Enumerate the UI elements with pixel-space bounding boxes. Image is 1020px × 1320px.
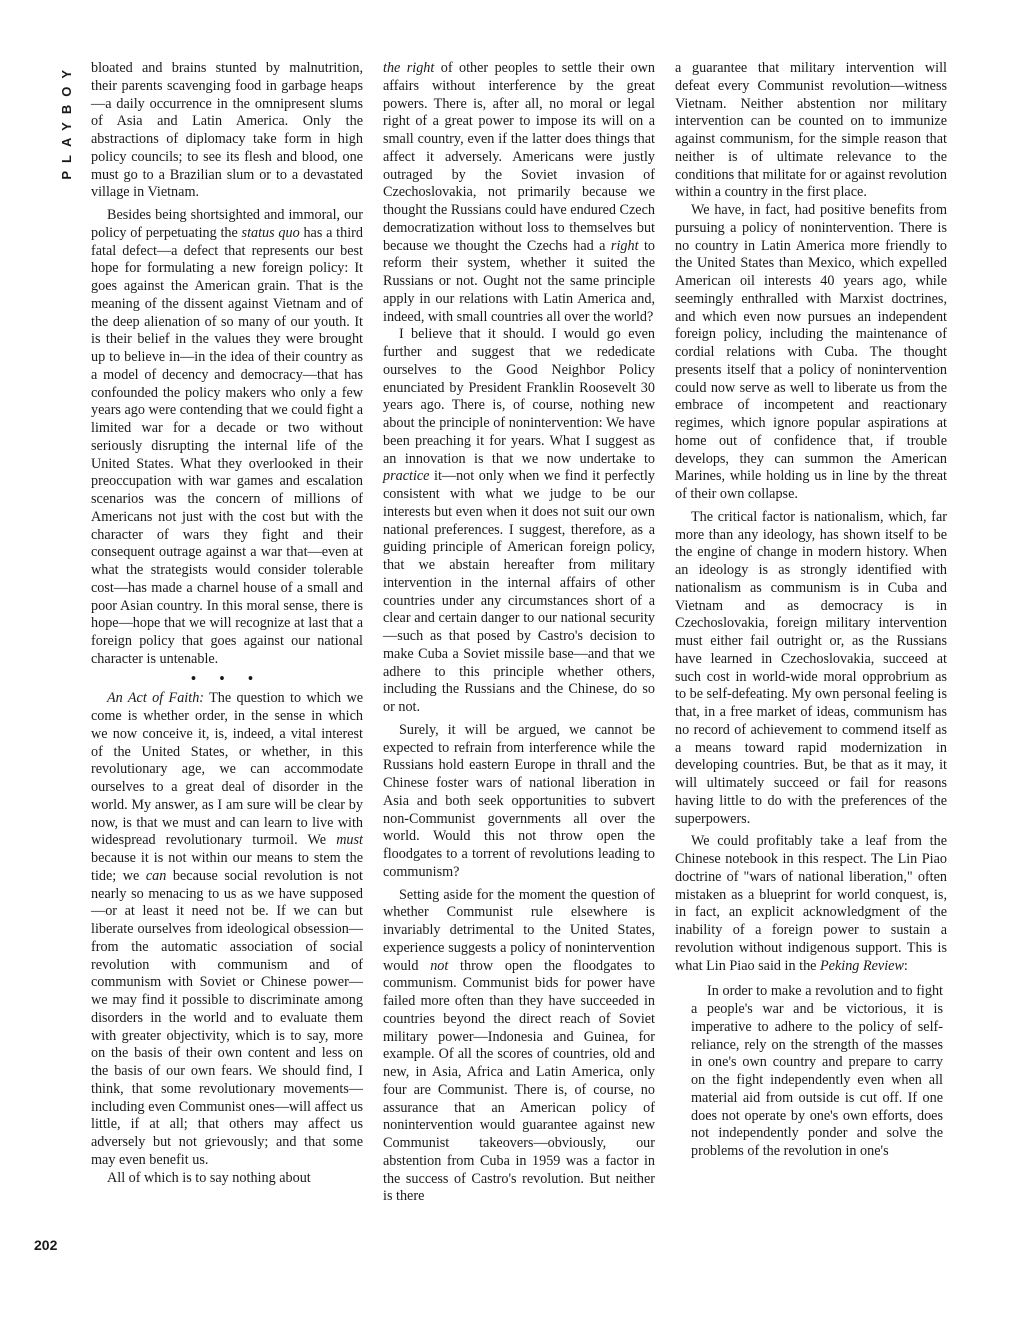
paragraph: [91, 60, 363, 202]
paragraph: [383, 722, 655, 882]
emphasis: practice: [383, 468, 430, 485]
emphasis: can: [145, 867, 167, 884]
text: to reform their system, whether it suited the Russians or not. Ought not the same principle apply in our relations with Latin America and, indeed, with small countries all over the world?: [383, 237, 655, 325]
text: of other peoples to settle their own affairs without interference by the great powers. There is, after all, no moral or legal right of a great power to impose its will on a small country, even if the latter does things that affect it adversely. Americans were justly outraged by the Soviet invasion of Czechoslovakia, not primarily because we thought the Russians could have endured Czech democratization without loss to themselves but because we thought the Czechs had a: [383, 60, 655, 254]
column-1: [91, 60, 363, 1187]
paragraph: [383, 60, 655, 326]
emphasis: right: [610, 237, 639, 254]
paragraph: [675, 60, 947, 202]
text: because it is not within our means to stem the tide; we: [91, 850, 363, 884]
text: Surely, it will be argued, we cannot be expected to refrain from interference while the Russians hold eastern Europe in thrall and the Chinese foster wars of national liberation in Asia and both seek opportunities to subvert non-Communist governments all over the world. Would this not throw open the floodgates to a torrent of revolutions leading to communism?: [383, 721, 655, 880]
brand-text: PLAYBOY: [59, 62, 74, 180]
emphasis: Peking Review: [820, 957, 904, 974]
paragraph: [383, 326, 655, 717]
section-break: • • •: [191, 670, 263, 687]
column-2: [383, 60, 655, 1206]
text: it—not only when we find it perfectly consistent with what we judge to be our interests but even when it does not suit our own national preferences. I suggest, therefore, as a guiding principle of American foreign policy, that we abstain hereafter from military intervention in the internal affairs of other countries under any circumstances short of a clear and certain danger to our national security—such as that posed by Castro's decision to make Cuba a Soviet missile base—and that we adhere to this principle whether others, including the Russians and the Chinese, do so or not.: [383, 468, 655, 715]
text: Setting aside for the moment the question of whether Communist rule elsewhere is invariably detrimental to the United States, experience suggests a policy of nonintervention would: [383, 886, 655, 974]
paragraph: [675, 202, 947, 504]
paragraph: [383, 887, 655, 1207]
paragraph: [91, 1170, 363, 1188]
text: The critical factor is nationalism, which, far more than any ideology, has shown itself to be the engine of change in modern history. When an ideology is as strongly identified with nationalism as communism is in Cuba and Vietnam and as democracy is in Czechoslovakia, foreign military intervention must either fail outright or, as the Russians have learned in Czechoslovakia, succeed at such cost in world-wide moral opprobrium as to be self-defeating. My own personal feeling is that, in a free market of ideas, communism has no record of achievement to commend itself as a means toward rapid modernization in developing countries. But, be that as it may, it will ultimately succeed or fail for reasons having little to do with the preferences of the superpowers.: [675, 508, 947, 827]
section-heading: An Act of Faith:: [107, 690, 205, 707]
text: All of which is to say nothing about: [107, 1169, 311, 1186]
magazine-brand: [56, 62, 76, 180]
block-quote: [675, 983, 947, 1161]
emphasis: not: [430, 957, 449, 974]
text: because social revolution is not nearly so menacing to us as we have supposed—or at least it need not be. If we can but liberate ourselves from ideological obsession—from the automatic association of social revolution with communism and of communism with Soviet or Chinese power—we may find it possible to discriminate among disorders in the world and to evaluate them with greater objectivity, which is to say, more on the basis of their own content and less on the basis of our own fears. We should find, I think, that some revolutionary movements—including even Communist ones—will affect us little, if at all; that others may affect us adversely but not grievously; and that some may even benefit us.: [91, 867, 363, 1168]
text: bloated and brains stunted by malnutrition, their parents scavenging food in garbage heaps—a daily occurrence in the omnipresent slums of Asia and Latin America. Only the abstractions of diplomacy take form in high policy councils; to see its flesh and blood, one must go to a Brazilian slum or to a devastated village in Vietnam.: [91, 60, 363, 201]
page-number: 202: [34, 1237, 58, 1253]
text: a guarantee that military intervention will defeat every Communist revolution—witness Vietnam. Neither abstention nor military intervention can be counted on to immunize against communism, for the simple reason that neither is of ultimate relevance to the conditions that militate for or against revolution within a country in the first place.: [675, 60, 947, 201]
paragraph: [91, 207, 363, 669]
text: The question to which we come is whether order, in the sense in which we now conceive it, is, indeed, a vital interest of the United States, or whether, in this revolutionary age, we can accommodate ourselves to a great deal of disorder in the world. My answer, as I am sure will be clear by now, is that we must and can learn to live with widespread revolutionary turmoil. We: [91, 690, 363, 849]
text: throw open the floodgates to communism. Communist bids for power have failed more often than they have succeeded in countries beyond the direct reach of Soviet military power—Indonesia and Guinea, for example. Of all the scores of countries, old and new, in Asia, Africa and Latin America, only four are Communist. There is, of course, no assurance that an American policy of nonintervention would guarantee against new Communist takeovers—obviously, our abstention from Cuba in 1959 was a factor in the success of Castro's revolution. But neither is there: [383, 957, 656, 1205]
text: :: [903, 957, 908, 974]
emphasis: must: [336, 832, 363, 849]
text: Besides being shortsighted and immoral, our policy of perpetuating the: [91, 207, 363, 241]
text: We have, in fact, had positive benefits from pursuing a policy of nonintervention. There is no country in Latin America more friendly to the United States than Mexico, which expelled American oil interests 40 years ago, while seemingly enthralled with Marxist doctrines, and which even now pursues an independent foreign policy, including the maintenance of cordial relations with Cuba. The thought presents itself that a policy of nonintervention could now serve as well to liberate us from the embrace of incompetent and reactionary regimes, which ignore popular aspirations at home out of confidence that, if trouble develops, they can summon the American Marines, while holding us in line by the threat of their own collapse.: [675, 202, 947, 502]
emphasis: the right: [383, 60, 435, 76]
paragraph: [91, 690, 363, 1169]
text: We could profitably take a leaf from the Chinese notebook in this respect. The Lin Piao doctrine of "wars of national liberation," often mistaken as a blueprint for world conquest, is, in fact, an explicit acknowledgment of the inability of a foreign power to sustain a revolution without indigenous support. This is what Lin Piao said in the: [675, 833, 947, 974]
paragraph: [675, 833, 947, 975]
column-3: [675, 60, 947, 1161]
paragraph: [675, 509, 947, 829]
text: I believe that it should. I would go even further and suggest that we rededicate ourselves to the Good Neighbor Policy enunciated by President Franklin Roosevelt 30 years ago. There is, of course, nothing new about the principle of nonintervention: We have been preaching it for years. What I suggest as an innovation is that we now undertake to: [383, 326, 655, 467]
emphasis: status quo: [241, 224, 300, 241]
text: has a third fatal defect—a defect that represents our best hope for formulating a new foreign policy: It goes against the American grain. That is the meaning of the dissent against Vietnam and of the deep alienation of so many of our youth. It is their belief in the values they were brought up to believe in—in the idea of their country as a model of decency and democracy—that has confounded the policy makers who only a few years ago were contending that we could fight a limited war for a decade or two without seriously disrupting the internal life of the United States. What they overlooked in their preoccupation with war games and escalation scenarios was the concern of millions of Americans not just with the cost but with the character of wars they fight and their consequent outrage against a war that—even at what the strategists would consider tolerable cost—has made a charnel house of a small and poor Asian country. In this moral sense, there is hope—hope that we will recognize at last that a foreign policy that goes against our national character is untenable.: [91, 224, 363, 667]
quote-text: In order to make a revolution and to fight a people's war and be victorious, it is imperative to adhere to the policy of self-reliance, rely on the strength of the masses in one's own country and prepare to carry on the fight independently even when all material aid from outside is cut off. If one does not operate by one's own efforts, does not independently ponder and solve the problems of the revolution in one's: [691, 983, 943, 1159]
